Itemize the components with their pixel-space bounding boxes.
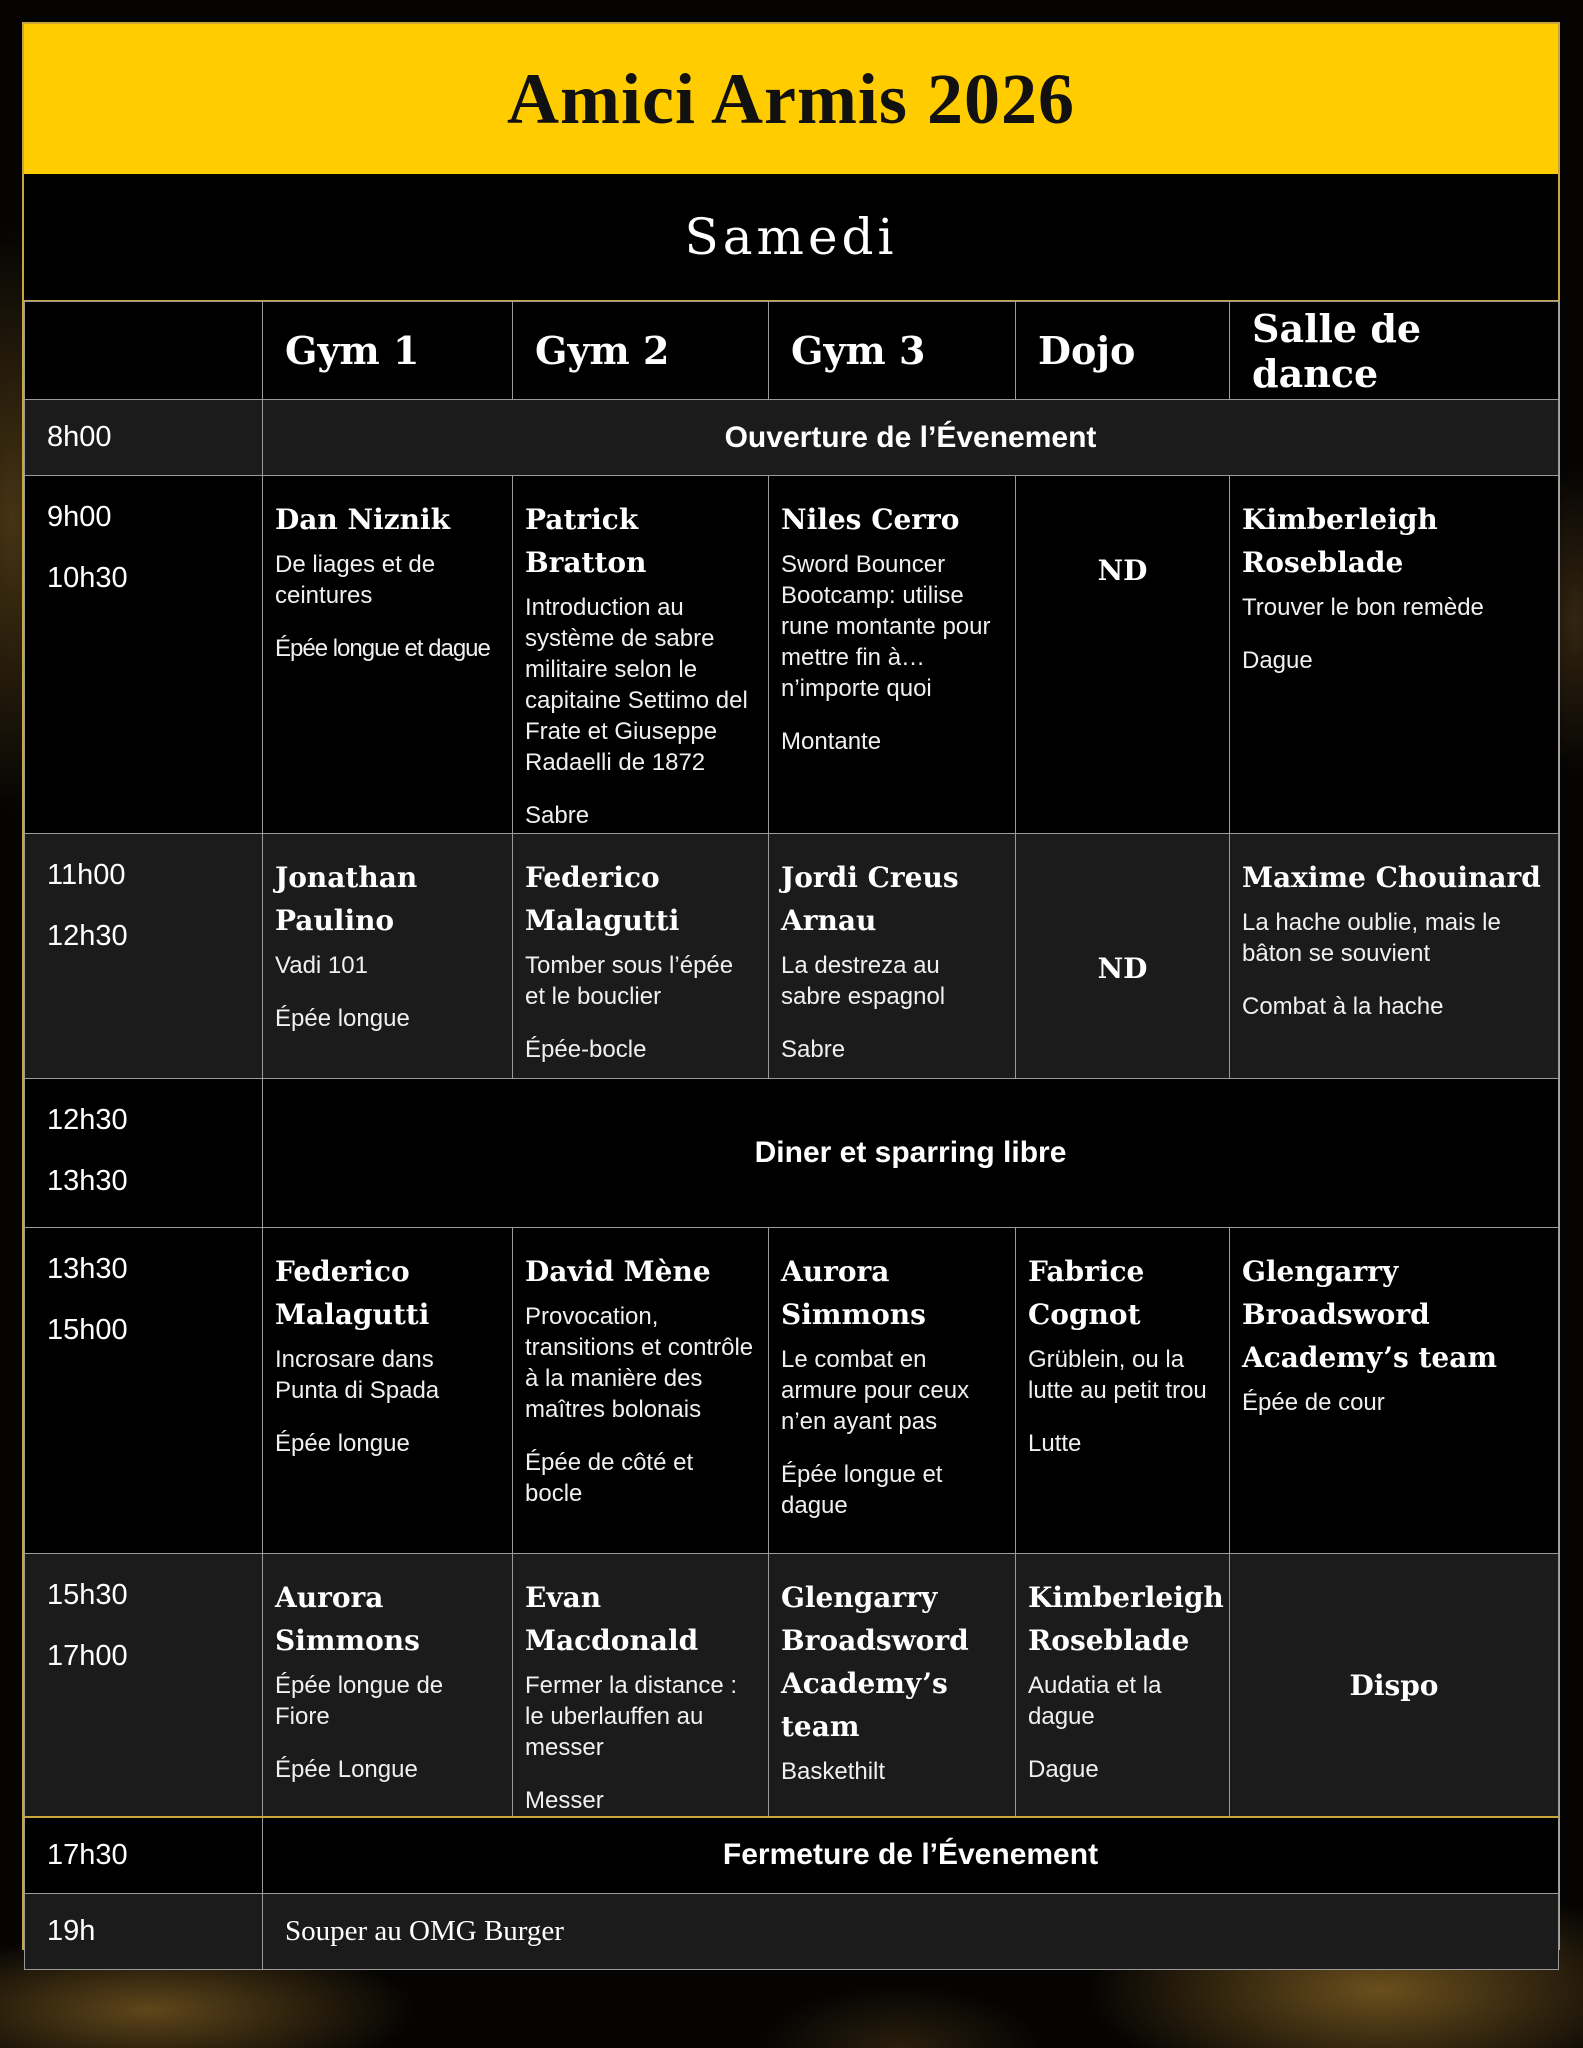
instructor-name: Jonathan Paulino (275, 861, 418, 937)
session-cell (769, 834, 1016, 1079)
weapon-label: Sabre (525, 802, 590, 829)
schedule-row-2 (25, 834, 1559, 1079)
time-range (25, 1079, 263, 1228)
session-cell (263, 1228, 513, 1554)
instructor-name: Federico Malagutti (525, 861, 680, 937)
weapon-label: Épée longue et dague (781, 1461, 943, 1519)
instructor-name: Glengarry Broadsword Academy’s team (1242, 1255, 1498, 1374)
session-cell (263, 834, 513, 1079)
start-time: 15h30 (47, 1579, 128, 1611)
session-cell (1016, 1228, 1230, 1554)
weapon-label: Combat à la hache (1242, 993, 1444, 1020)
session-cell (1016, 1554, 1230, 1818)
weapon-label: Sabre (781, 1036, 846, 1063)
time-range (25, 1554, 263, 1818)
not-available-cell: ND (1016, 834, 1230, 1079)
session-title: Le combat en armure pour ceux n’en ayant pas (781, 1346, 970, 1435)
instructor-name: David Mène (525, 1255, 711, 1288)
instructor-name: Maxime Chouinard (1242, 861, 1541, 894)
session-cell (769, 1228, 1016, 1554)
session-cell (513, 1228, 769, 1554)
time-label: 8h00 (25, 400, 263, 476)
start-time: 11h00 (47, 859, 126, 891)
time-range (25, 1228, 263, 1554)
weapon-label: Épée longue (275, 1430, 410, 1457)
weapon-label: Épée Longue (275, 1756, 418, 1783)
time-column-header (25, 302, 263, 400)
instructor-name: Aurora Simmons (275, 1581, 420, 1657)
title-banner (24, 24, 1558, 174)
end-time: 12h30 (47, 920, 128, 952)
day-banner (24, 174, 1558, 302)
opening-row (25, 400, 1559, 476)
session-cell (513, 834, 769, 1079)
instructor-name: Kimberleigh Roseblade (1028, 1581, 1224, 1657)
day-title: Samedi (684, 208, 898, 266)
instructor-name: Dan Niznik (275, 503, 451, 536)
weapon-label: Épée longue et dague (275, 635, 490, 662)
session-title: Fermer la distance : le uberlauffen au messer (525, 1672, 738, 1761)
dinner-row (25, 1893, 1559, 1969)
room-header: Gym 1 (263, 302, 513, 400)
end-time: 15h00 (47, 1314, 128, 1346)
instructor-name: Federico Malagutti (275, 1255, 430, 1331)
session-title: Grüblein, ou la lutte au petit trou (1028, 1346, 1207, 1404)
time-label: 17h30 (25, 1817, 263, 1893)
instructor-name: Jordi Creus Arnau (781, 861, 959, 937)
instructor-name: Fabrice Cognot (1028, 1255, 1145, 1331)
session-cell (263, 1554, 513, 1818)
session-title: Tomber sous l’épée et le bouclier (525, 952, 734, 1010)
weapon-label: Épée-bocle (525, 1036, 647, 1063)
session-title: Incrosare dans Punta di Spada (275, 1346, 440, 1404)
room-header: Gym 2 (513, 302, 769, 400)
start-time: 12h30 (47, 1104, 128, 1136)
weapon-label: Montante (781, 728, 882, 755)
session-title: Sword Bouncer Bootcamp: utilise rune montante pour mettre fin à… n’importe quoi (781, 551, 991, 702)
session-title: De liages et de ceintures (275, 551, 436, 609)
session-cell (513, 1554, 769, 1818)
instructor-name: Niles Cerro (781, 503, 960, 536)
dinner-label: Souper au OMG Burger (263, 1893, 1559, 1969)
session-title: Introduction au système de sabre militaire selon le capitaine Settimo del Frate et Giuseppe Radaelli de 1872 (525, 594, 748, 776)
session-title: Baskethilt (781, 1758, 886, 1785)
session-cell (769, 476, 1016, 834)
end-time: 10h30 (47, 562, 128, 594)
session-cell (1230, 476, 1559, 834)
weapon-label: Épée longue (275, 1005, 410, 1032)
start-time: 13h30 (47, 1253, 128, 1285)
end-time: 17h00 (47, 1640, 128, 1672)
session-cell (769, 1554, 1016, 1818)
session-title: Épée longue de Fiore (275, 1672, 444, 1730)
session-title: La hache oublie, mais le bâton se souvient (1242, 909, 1501, 967)
instructor-name: Evan Macdonald (525, 1581, 699, 1657)
session-title: La destreza au sabre espagnol (781, 952, 946, 1010)
closing-banner: Fermeture de l’Évenement (263, 1817, 1559, 1893)
opening-banner: Ouverture de l’Évenement (263, 400, 1559, 476)
time-label: 19h (25, 1893, 263, 1969)
available-cell: Dispo (1230, 1554, 1559, 1818)
weapon-label: Dague (1242, 647, 1313, 674)
session-cell (263, 476, 513, 834)
session-title: Provocation, transitions et contrôle à la manière des maîtres bolonais (525, 1303, 754, 1423)
session-cell (1230, 834, 1559, 1079)
closing-row (25, 1817, 1559, 1893)
weapon-label: Lutte (1028, 1430, 1082, 1457)
not-available-cell: ND (1016, 476, 1230, 834)
session-title: Audatia et la dague (1028, 1672, 1162, 1730)
schedule-row-4 (25, 1554, 1559, 1818)
room-header: Gym 3 (769, 302, 1016, 400)
room-header: Salle de dance (1230, 302, 1559, 400)
room-header: Dojo (1016, 302, 1230, 400)
instructor-name: Kimberleigh Roseblade (1242, 503, 1438, 579)
schedule-sheet (24, 24, 1558, 1948)
event-title: Amici Armis 2026 (507, 58, 1075, 139)
schedule-row-1 (25, 476, 1559, 834)
start-time: 9h00 (47, 501, 112, 533)
session-title: Vadi 101 (275, 952, 368, 979)
session-cell (513, 476, 769, 834)
weapon-label: Dague (1028, 1756, 1099, 1783)
weapon-label: Messer (525, 1787, 604, 1814)
time-range (25, 834, 263, 1079)
time-range (25, 476, 263, 834)
session-cell (1230, 1228, 1559, 1554)
instructor-name: Patrick Bratton (525, 503, 647, 579)
lunch-row (25, 1079, 1559, 1228)
instructor-name: Aurora Simmons (781, 1255, 926, 1331)
room-header-row (25, 302, 1559, 400)
session-title: Trouver le bon remède (1242, 594, 1484, 621)
instructor-name: Glengarry Broadsword Academy’s team (781, 1581, 969, 1743)
session-title: Épée de cour (1242, 1389, 1385, 1416)
end-time: 13h30 (47, 1165, 128, 1197)
schedule-table (24, 301, 1559, 1970)
lunch-banner: Diner et sparring libre (263, 1079, 1559, 1228)
schedule-row-3 (25, 1228, 1559, 1554)
weapon-label: Épée de côté et bocle (525, 1449, 694, 1507)
